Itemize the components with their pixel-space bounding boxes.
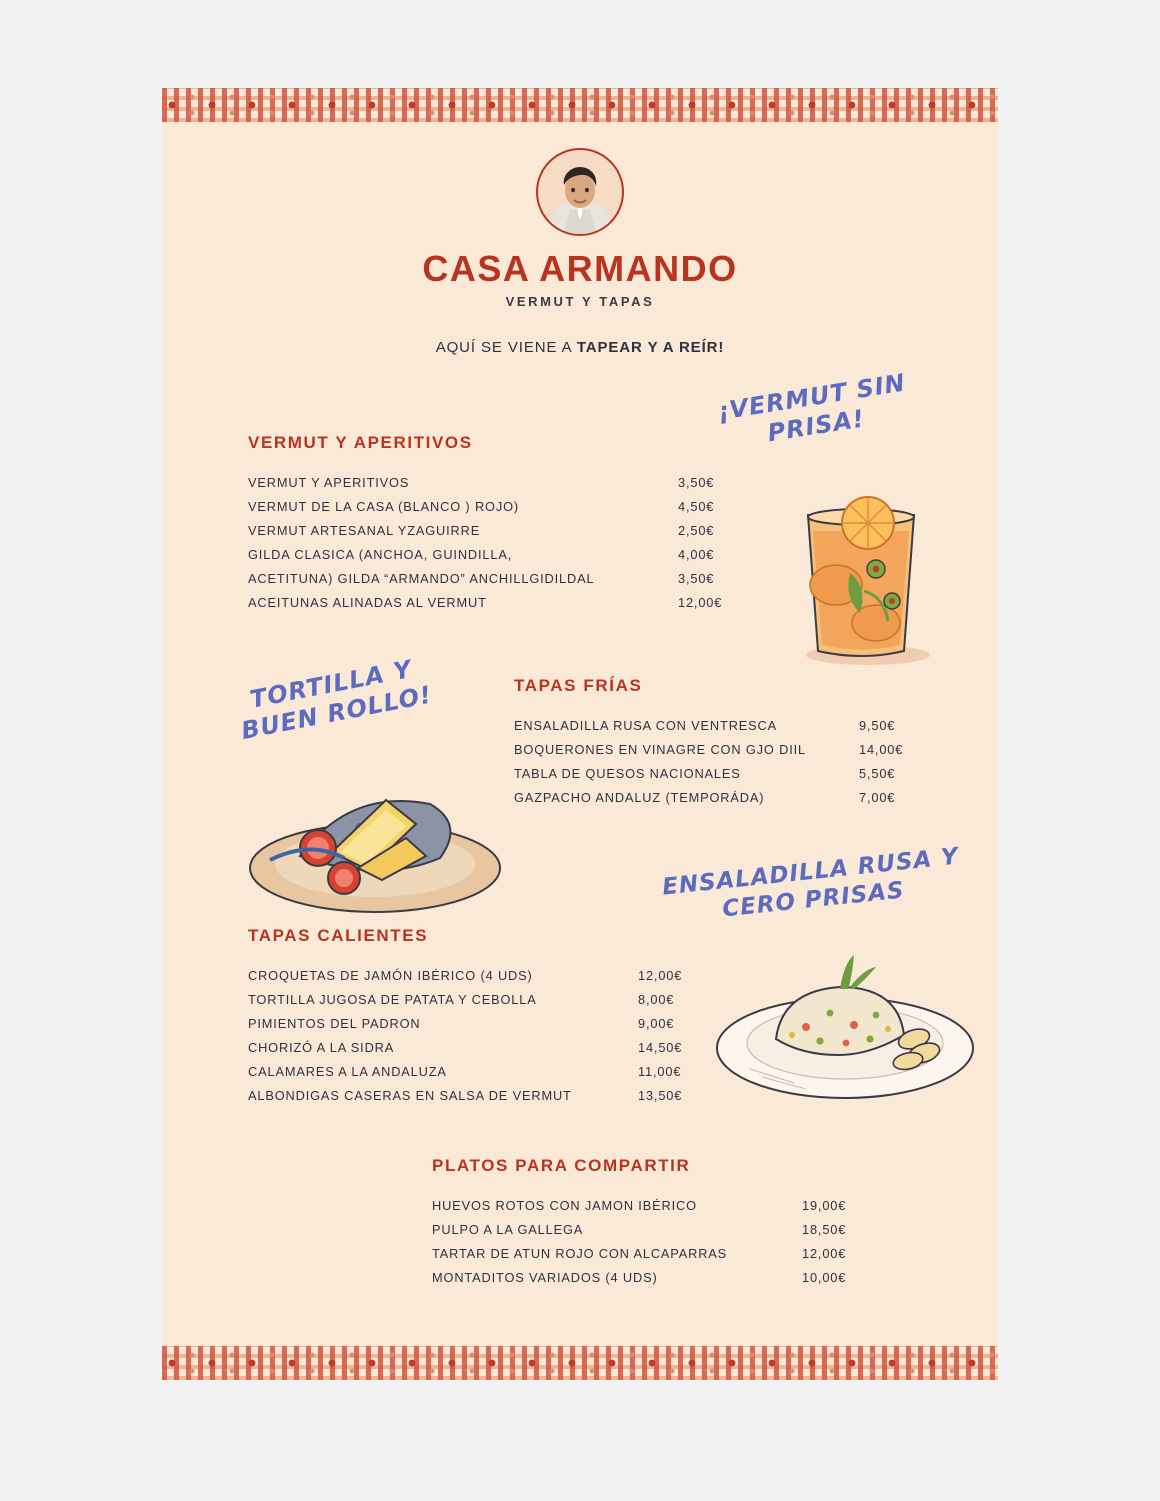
menu-item-name: HUEVOS ROTOS CON JAMON IBÉRICO [432,1198,697,1213]
menu-item-price: 14,50€ [638,1040,683,1055]
tortilla-illustration [240,728,510,923]
tagline-strong: TAPEAR Y A REÍR! [576,338,725,356]
brand-subtitle: VERMUT Y TAPAS [505,293,655,309]
menu-item-name: CHORIZÓ A LA SIDRA [248,1040,395,1055]
menu-item [432,1270,952,1285]
menu-item-price: 3,50€ [678,571,715,586]
menu-item-price: 5,50€ [859,766,896,781]
menu-item-name: PIMIENTOS DEL PADRON [248,1016,421,1031]
menu-item-name: TARTAR DE ATUN ROJO CON ALCAPARRAS [432,1246,728,1261]
menu-item-price: 12,00€ [678,595,723,610]
menu-item-name: ACEITUNAS ALINADAS AL VERMUT [248,595,487,610]
menu-header [162,148,998,356]
menu-item [248,595,808,610]
tagline-plain: AQUÍ SE VIENE A [435,338,577,356]
menu-page [162,88,998,1380]
ornamental-dots-top [162,88,998,122]
menu-section-vermut [248,433,808,619]
menu-item-name: BOQUERONES EN VINAGRE CON GJO DIIL [514,742,806,757]
menu-item-name: ALBONDIGAS CASERAS EN SALSA DE VERMUT [248,1088,572,1103]
menu-item-price: 12,00€ [638,968,683,983]
menu-item [514,742,984,757]
section-title: VERMUT Y APERITIVOS [248,433,473,452]
menu-item-price: 4,50€ [678,499,715,514]
handwritten-note-tortilla: TORTILLA Y BUEN ROLLO! [238,654,435,746]
menu-item [248,571,808,586]
section-title: TAPAS CALIENTES [248,926,429,945]
menu-item [432,1222,952,1237]
menu-item-name: VERMUT ARTESANAL YZAGUIRRE [248,523,481,538]
menu-item-name: TORTILLA JUGOSA DE PATATA Y CEBOLLA [248,992,537,1007]
menu-item-name: TABLA DE QUESOS NACIONALES [514,766,741,781]
menu-item [248,1088,808,1103]
menu-item [248,1040,808,1055]
menu-item [432,1246,952,1261]
ornamental-dots-bottom [162,1346,998,1380]
menu-item-price: 12,00€ [802,1246,847,1261]
menu-item-price: 19,00€ [802,1198,847,1213]
menu-section-platos-compartir [432,1156,952,1294]
section-title: TAPAS FRÍAS [514,676,643,695]
menu-item [248,1064,808,1079]
menu-item-name: GAZPACHO ANDALUZ (TEMPORÁDA) [514,790,765,805]
menu-item-price: 7,00€ [859,790,896,805]
handwritten-note-vermut: ¡VERMUT SIN PRISA! [715,368,908,448]
menu-item-name: PULPO A LA GALLEGA [432,1222,584,1237]
menu-item-price: 9,00€ [638,1016,675,1031]
menu-item-name: VERMUT DE LA CASA (BLANCO ) ROJO) [248,499,520,514]
menu-item-price: 10,00€ [802,1270,847,1285]
menu-item-price: 4,00€ [678,547,715,562]
menu-item [248,523,808,538]
menu-item-name: ENSALADILLA RUSA CON VENTRESCA [514,718,778,733]
menu-item-price: 11,00€ [638,1064,682,1079]
menu-item [514,790,984,805]
menu-item-name: VERMUT Y APERITIVOS [248,475,410,490]
menu-item [248,1016,808,1031]
menu-item-name: CROQUETAS DE JAMÓN IBÉRICO (4 UDS) [248,968,533,983]
menu-section-tapas-calientes [248,926,808,1112]
menu-item [514,766,984,781]
portrait-logo-icon [536,148,624,236]
menu-item-price: 13,50€ [638,1088,683,1103]
menu-item-price: 14,00€ [859,742,904,757]
menu-item-name: GILDA CLASICA (ANCHOA, GUINDILLA, [248,547,513,562]
menu-item-price: 18,50€ [802,1222,847,1237]
page-title: CASA ARMANDO [422,248,738,289]
menu-item [248,499,808,514]
menu-item-price: 8,00€ [638,992,675,1007]
handwritten-note-ensaladilla: ENSALADILLA RUSA Y CERO PRISAS [661,843,961,923]
menu-item [248,968,808,983]
tagline [162,339,998,356]
menu-section-tapas-frias [514,676,984,814]
menu-item-name: CALAMARES A LA ANDALUZA [248,1064,447,1079]
menu-item-price: 2,50€ [678,523,715,538]
section-title: PLATOS PARA COMPARTIR [432,1156,691,1175]
menu-item-price: 9,50€ [859,718,896,733]
menu-item [432,1198,952,1213]
menu-item-price: 3,50€ [678,475,715,490]
menu-item [248,547,808,562]
menu-item [248,475,808,490]
menu-item [248,992,808,1007]
menu-item-name: ACETITUNA) GILDA “ARMANDO” ANCHILLGIDILDAL [248,571,595,586]
menu-item-name: MONTADITOS VARIADOS (4 UDS) [432,1270,658,1285]
menu-item [514,718,984,733]
